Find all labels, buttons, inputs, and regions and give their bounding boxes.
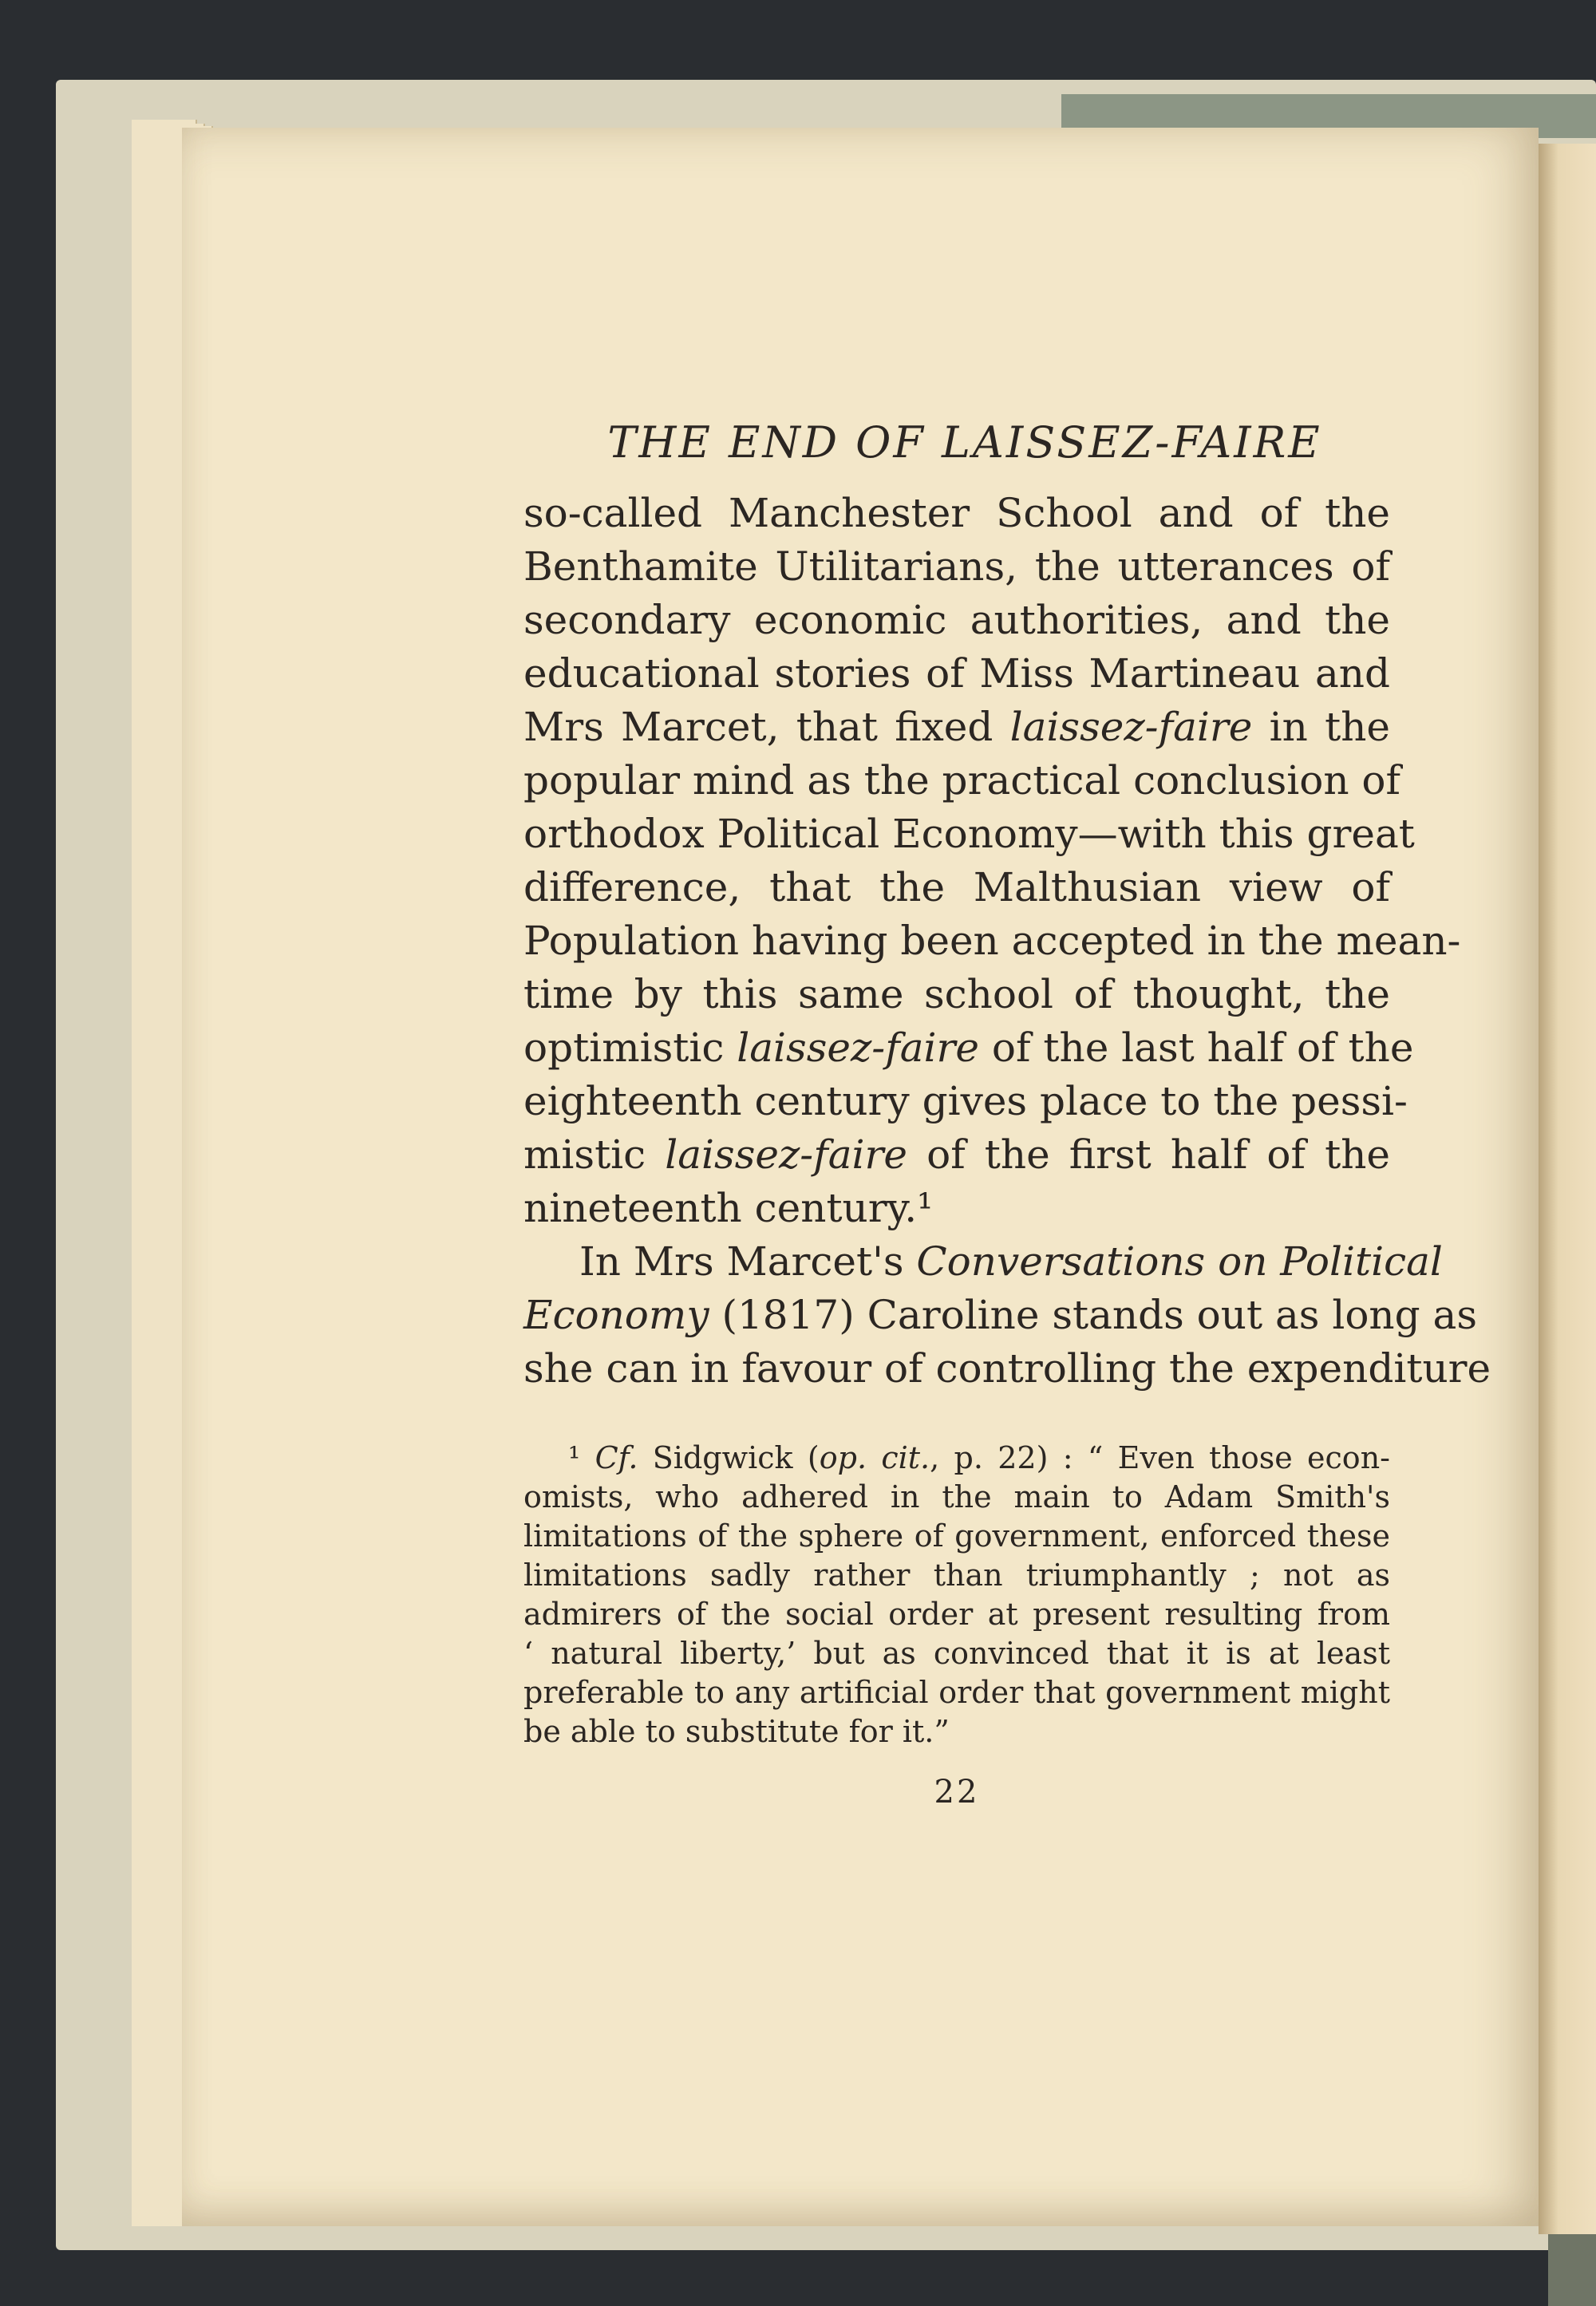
footnote-line-segment: admirers of the social order at present resulting from bbox=[523, 1597, 1390, 1632]
footnote-line-segment: op. cit. bbox=[819, 1440, 930, 1475]
footnote-line bbox=[523, 1439, 1390, 1478]
footnote-line bbox=[523, 1556, 1390, 1595]
body-line-segment: of the last half of the bbox=[979, 1025, 1414, 1071]
body-line-segment: Conversations on Political bbox=[916, 1238, 1443, 1285]
body-line-segment: educational stories of Miss Martineau and bbox=[523, 650, 1390, 697]
footnote-line bbox=[523, 1712, 1390, 1751]
body-line-segment: orthodox Political Economy—with this great bbox=[523, 811, 1415, 857]
page-gutter bbox=[1539, 144, 1596, 2234]
body-line bbox=[523, 1075, 1408, 1128]
body-line bbox=[523, 647, 1390, 701]
footnote-line-segment: ¹ bbox=[568, 1440, 595, 1475]
footnote-line bbox=[523, 1478, 1390, 1517]
body-line bbox=[523, 1021, 1414, 1075]
body-line bbox=[523, 1128, 1390, 1182]
body-line-segment: difference, that the Malthusian view of bbox=[523, 864, 1390, 910]
footnote-line-segment: be able to substitute for it.” bbox=[523, 1714, 950, 1749]
running-head: THE END OF LAISSEZ-FAIRE bbox=[607, 417, 1322, 468]
footnote-line-segment: limitations sadly rather than triumphantly ; not as bbox=[523, 1558, 1390, 1593]
body-line-segment: secondary economic authorities, and the bbox=[523, 597, 1390, 643]
body-line-segment: eighteenth century gives place to the pessi- bbox=[523, 1078, 1408, 1124]
body-line bbox=[523, 754, 1401, 807]
body-line-segment: so-called Manchester School and of the bbox=[523, 490, 1390, 536]
body-line bbox=[523, 968, 1390, 1021]
body-line-segment: laissez-faire bbox=[665, 1131, 907, 1178]
footnote bbox=[523, 1439, 1390, 1751]
footnote-line bbox=[523, 1595, 1390, 1634]
body-line bbox=[523, 1235, 1443, 1289]
body-line-segment: Mrs Marcet, that fixed bbox=[523, 704, 1010, 750]
body-line-segment: optimistic bbox=[523, 1025, 737, 1071]
body-line-segment: mistic bbox=[523, 1131, 666, 1178]
footnote-line bbox=[523, 1517, 1390, 1556]
body-line-segment: time by this same school of thought, the bbox=[523, 971, 1390, 1017]
body-line-segment: nineteenth century.¹ bbox=[523, 1185, 934, 1231]
footnote-line bbox=[523, 1634, 1390, 1673]
body-line bbox=[523, 540, 1390, 594]
footnote-line-segment: omists, who adhered in the main to Adam Smith's bbox=[523, 1479, 1390, 1514]
footnote-line-segment: limitations of the sphere of government, enforced these bbox=[523, 1518, 1390, 1554]
body-line-segment: in the bbox=[1252, 704, 1390, 750]
body-line-segment: Population having been accepted in the mean- bbox=[523, 918, 1461, 964]
body-line bbox=[523, 1342, 1491, 1396]
body-line bbox=[523, 914, 1461, 968]
body-text bbox=[523, 487, 1491, 1396]
body-line-segment: Benthamite Utilitarians, the utterances of bbox=[523, 543, 1390, 590]
body-line-segment: (1817) Caroline stands out as long as bbox=[709, 1292, 1478, 1338]
body-line-segment: popular mind as the practical conclusion of bbox=[523, 757, 1401, 804]
footnote-line-segment: Sidgwick ( bbox=[638, 1440, 820, 1475]
body-line-segment: laissez-faire bbox=[1009, 704, 1253, 750]
body-line bbox=[523, 594, 1390, 647]
body-line-segment: of the first half of the bbox=[907, 1131, 1391, 1178]
body-line bbox=[523, 487, 1390, 540]
footnote-line-segment: ‘ natural liberty,’ but as convinced that it is at least bbox=[523, 1636, 1390, 1671]
text-block bbox=[523, 415, 1491, 1810]
body-line bbox=[523, 861, 1390, 914]
body-line bbox=[523, 1289, 1478, 1342]
page-number: 22 bbox=[934, 1774, 980, 1810]
body-line-segment: laissez-faire bbox=[737, 1025, 979, 1071]
body-line bbox=[523, 701, 1390, 754]
body-line bbox=[523, 1182, 1390, 1235]
body-line bbox=[523, 807, 1415, 861]
body-line-segment: she can in favour of controlling the expenditure bbox=[523, 1345, 1491, 1392]
footnote-line bbox=[523, 1673, 1390, 1712]
body-line-segment: Economy bbox=[523, 1292, 709, 1338]
footnote-line-segment: Cf. bbox=[595, 1440, 638, 1475]
footnote-line-segment: , p. 22) : “ Even those econ- bbox=[930, 1440, 1391, 1475]
body-line-segment: In Mrs Marcet's bbox=[579, 1238, 917, 1285]
footnote-line-segment: preferable to any artificial order that government might bbox=[523, 1675, 1390, 1710]
